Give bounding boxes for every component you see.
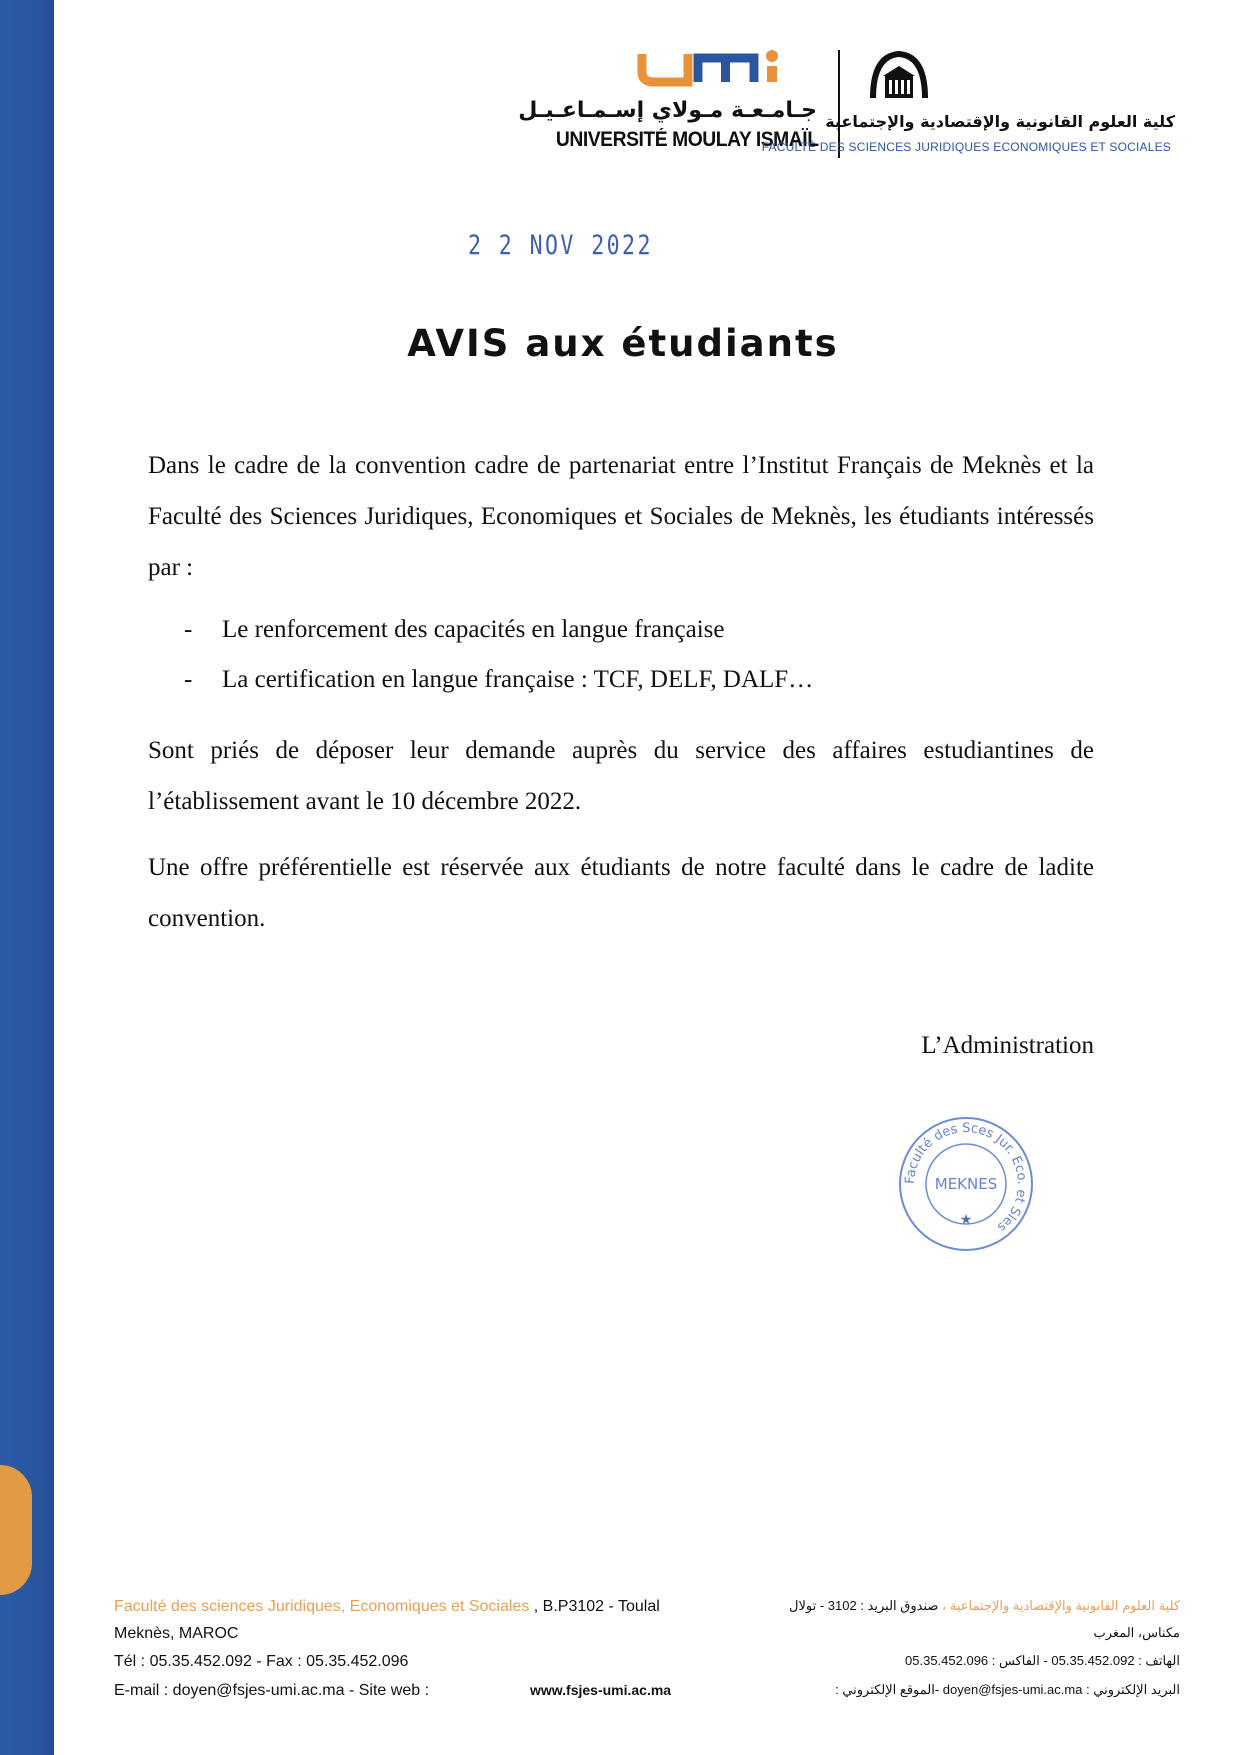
signature: L’Administration: [921, 1032, 1094, 1059]
footer-phone-ar: الهاتف : 05.35.452.092 - الفاكس : 05.35.452.096: [905, 1653, 1180, 1668]
footer-email-fr: E-mail : doyen@fsjes-umi.ac.ma - Site web :: [114, 1682, 430, 1699]
bullet-dash: -: [184, 616, 193, 643]
footer-row-address: [114, 1598, 1180, 1622]
footer-city-fr: Meknès, MAROC: [114, 1625, 239, 1642]
footer-website-link[interactable]: www.fsjes-umi.ac.ma: [530, 1682, 672, 1698]
faculty-arabic-name: كلية العلوم القانونية والإقتصادية والإجتماعية: [825, 112, 1175, 131]
stamp-star-icon: ★: [959, 1213, 973, 1228]
faculty-logo: [761, 44, 1185, 164]
footer-row-city: [114, 1625, 1180, 1649]
bullet-list: [148, 605, 1094, 705]
footer-faculty-name-ar: كلية العلوم القانونية والإقتصادية والإجتماعية ،: [942, 1598, 1180, 1613]
faculty-stamp: [896, 1114, 1036, 1254]
footer-row-phone: [114, 1653, 1180, 1677]
footer-bp-ar: صندوق البريد : 3102 - تولال: [789, 1598, 939, 1613]
bullet-dash: -: [184, 666, 193, 693]
footer-phone-fr: Tél : 05.35.452.092 - Fax : 05.35.452.096: [114, 1653, 409, 1670]
bullet-text: La certification en langue française : TCF, DELF, DALF…: [222, 666, 814, 693]
footer-bp-fr: , B.P3102 - Toulal: [529, 1598, 660, 1615]
date-stamp: 2 2 NOV 2022: [468, 230, 653, 261]
umi-logo-icon: [636, 50, 786, 96]
footer-city-ar: مكناس، المغرب: [1093, 1625, 1180, 1640]
faculty-french-name: FACULTÉ DES SCIENCES JURIDIQUES ECONOMIQUES ET SOCIALES: [761, 140, 1171, 154]
footer-row-email: [114, 1682, 1180, 1706]
paragraph-deadline: Sont priés de déposer leur demande auprès du service des affaires estudiantines de l’établissement avant le 10 décembre 2022.: [148, 737, 1094, 815]
university-arabic-name: جـامـعـة مـولاي إسـمـاعـيـل: [518, 98, 817, 123]
bullet-text: Le renforcement des capacités en langue française: [222, 616, 725, 643]
faculty-building-icon: [867, 48, 931, 106]
left-orange-accent: [0, 1465, 32, 1595]
list-item: [148, 605, 1094, 655]
page-title: AVIS aux étudiants: [407, 322, 839, 365]
footer-faculty-name-fr: Faculté des sciences Juridiques, Economiques et Sociales: [114, 1598, 530, 1615]
paragraph-offer: Une offre préférentielle est réservée aux étudiants de notre faculté dans le cadre de ladite convention.: [148, 854, 1094, 932]
stamp-ring-text: Faculté des Sces Jur. Eco. et Sles: [902, 1120, 1030, 1235]
university-french-name: UNIVERSITÉ MOULAY ISMAÏL: [556, 128, 819, 151]
footer-email-ar: البريد الإلكتروني : doyen@fsjes-umi.ac.ma -الموقع الإلكتروني :: [835, 1682, 1180, 1697]
list-item: [148, 655, 1094, 705]
paragraph-intro: Dans le cadre de la convention cadre de partenariat entre l’Institut Français de Meknès et la Faculté des Sciences Juridiques, Economiques et Sociales de Meknès, les étudiants intéressés par :: [148, 452, 1094, 581]
stamp-center-text: MEKNES: [934, 1175, 998, 1193]
